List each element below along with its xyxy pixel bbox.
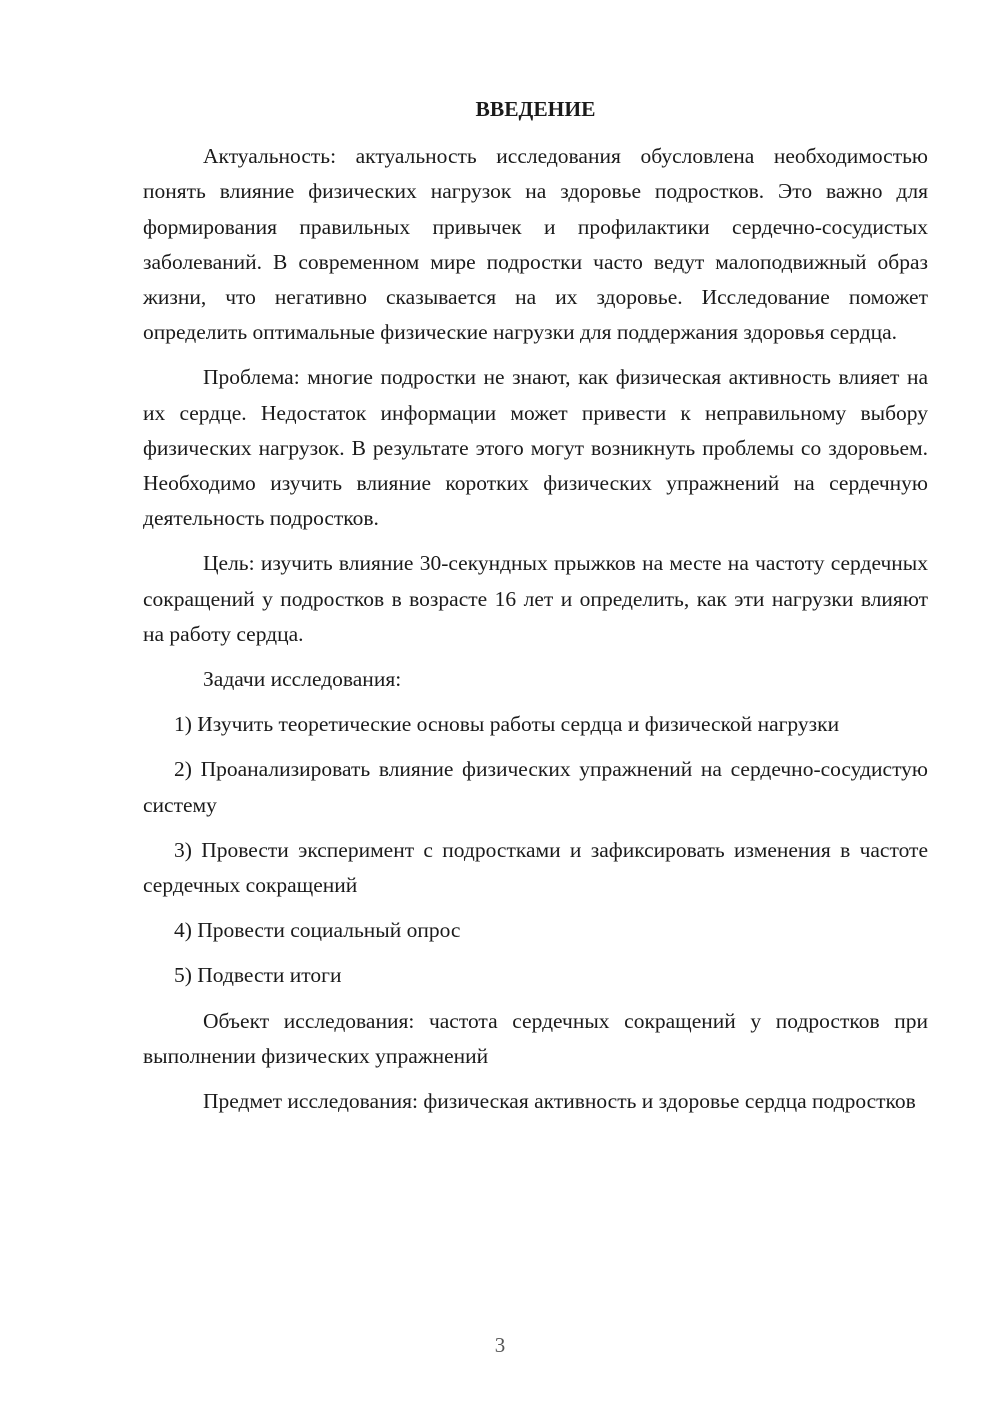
document-title: ВВЕДЕНИЕ <box>475 97 596 121</box>
problem-paragraph: Проблема: многие подростки не знают, как физическая активность влияет на их сердце. Недостаток информации может привести к неправильному выбору физических нагрузок. В результате этого могут возникнуть проблемы со здоровьем. Необходимо изучить влияние коротких физических упражнений на сердечную деятельность подростков. <box>143 365 928 531</box>
tasks-list <box>143 707 928 993</box>
object-paragraph: Объект исследования: частота сердечных сокращений у подростков при выполнении физических упражнений <box>143 1008 928 1068</box>
subject-paragraph: Предмет исследования: физическая активность и здоровье сердца подростков <box>203 1089 916 1114</box>
task-item: 2) Проанализировать влияние физических упражнений на сердечно-сосудистую систему <box>143 757 928 817</box>
task-item: 3) Провести эксперимент с подростками и зафиксировать изменения в частоте сердечных сокращений <box>143 837 928 898</box>
document-page <box>143 92 928 1129</box>
task-item: 1) Изучить теоретические основы работы сердца и физической нагрузки <box>174 712 840 737</box>
task-item: 5) Подвести итоги <box>174 963 342 988</box>
page-number: 3 <box>494 1333 506 1357</box>
goal-paragraph: Цель: изучить влияние 30-секундных прыжков на месте на частоту сердечных сокращений у подростков в возрасте 16 лет и определить, как эти нагрузки влияют на работу сердца. <box>143 551 928 646</box>
task-item: 4) Провести социальный опрос <box>174 918 461 943</box>
relevance-paragraph: Актуальность: актуальность исследования обусловлена необходимостью понять влияние физических нагрузок на здоровье подростков. Это важно для формирования правильных привычек и профилактики сердечно-сосудистых заболеваний. В современном мире подростки часто ведут малоподвижный образ жизни, что негативно сказывается на их здоровье. Исследование поможет определить оптимальные физические нагрузки для поддержания здоровья сердца. <box>143 144 928 345</box>
tasks-heading: Задачи исследования: <box>203 667 402 692</box>
